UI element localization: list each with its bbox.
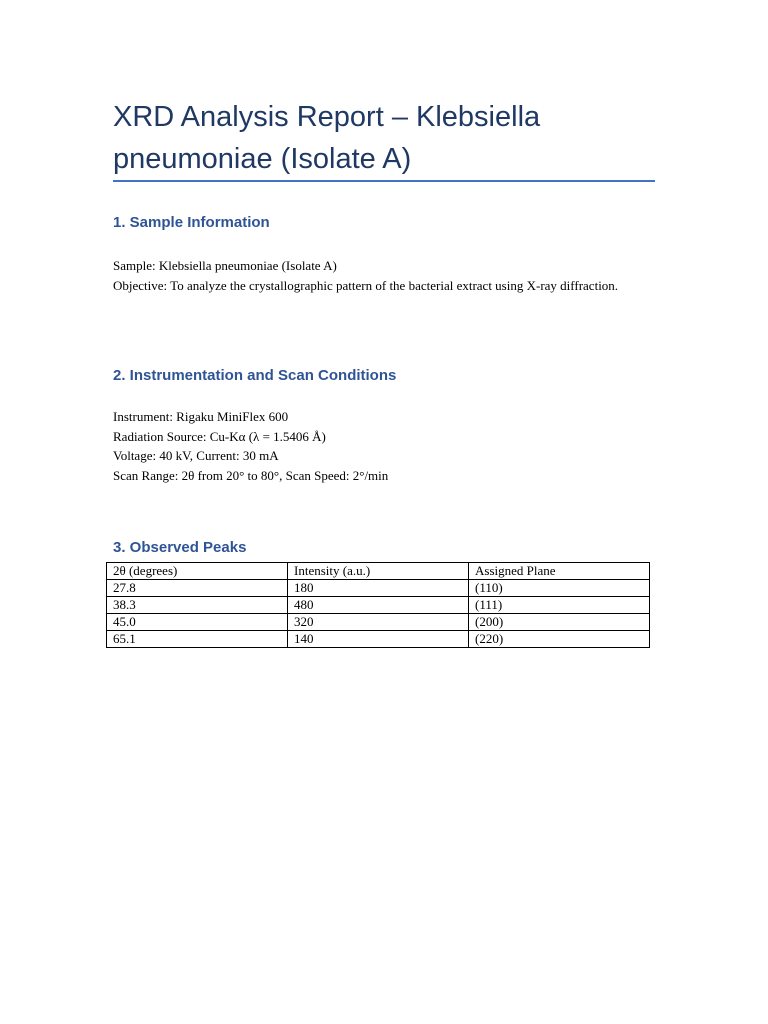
cell-two-theta: 38.3 — [107, 597, 288, 614]
cell-assigned-plane: (110) — [469, 580, 650, 597]
section-heading-observed-peaks: 3. Observed Peaks — [113, 539, 247, 556]
sample-line — [113, 256, 633, 276]
radiation-source-line: Radiation Source: Cu-Kα (λ = 1.5406 Å) — [113, 428, 326, 444]
cell-intensity: 320 — [288, 614, 469, 631]
scan-range-line: Scan Range: 2θ from 20° to 80°, Scan Speed: 2°/min — [113, 467, 389, 483]
objective-line — [113, 276, 633, 296]
cell-two-theta: 45.0 — [107, 614, 288, 631]
section-heading-sample-information: 1. Sample Information — [113, 214, 270, 231]
observed-peaks-table — [106, 562, 650, 648]
report-title: XRD Analysis Report – Klebsiella pneumoniae (Isolate A) — [113, 101, 541, 175]
cell-assigned-plane: (111) — [469, 597, 650, 614]
sample-label: Sample: — [113, 258, 156, 273]
objective-label: Objective: — [113, 277, 168, 293]
cell-two-theta: 65.1 — [107, 631, 288, 648]
cell-two-theta: 27.8 — [107, 580, 288, 597]
sample-information-text — [113, 256, 633, 295]
table-header-row — [107, 563, 650, 580]
cell-assigned-plane: (200) — [469, 614, 650, 631]
sample-value: Klebsiella pneumoniae (Isolate A) — [158, 258, 337, 273]
table-row — [107, 614, 650, 631]
instrument-line: Instrument: Rigaku MiniFlex 600 — [113, 409, 289, 424]
objective-value: To analyze the crystallographic pattern of the bacterial extract using X-ray diffraction. — [170, 277, 619, 293]
table-row — [107, 597, 650, 614]
column-header-intensity: Intensity (a.u.) — [288, 563, 469, 580]
cell-intensity: 180 — [288, 580, 469, 597]
column-header-two-theta: 2θ (degrees) — [107, 563, 288, 580]
instrumentation-text — [113, 407, 633, 485]
voltage-current-line: Voltage: 40 kV, Current: 30 mA — [113, 448, 279, 463]
section-heading-instrumentation: 2. Instrumentation and Scan Conditions — [113, 367, 397, 384]
cell-intensity: 480 — [288, 597, 469, 614]
table-row — [107, 580, 650, 597]
cell-assigned-plane: (220) — [469, 631, 650, 648]
title-underline — [113, 180, 655, 182]
column-header-assigned-plane: Assigned Plane — [469, 563, 650, 580]
cell-intensity: 140 — [288, 631, 469, 648]
table-row — [107, 631, 650, 648]
